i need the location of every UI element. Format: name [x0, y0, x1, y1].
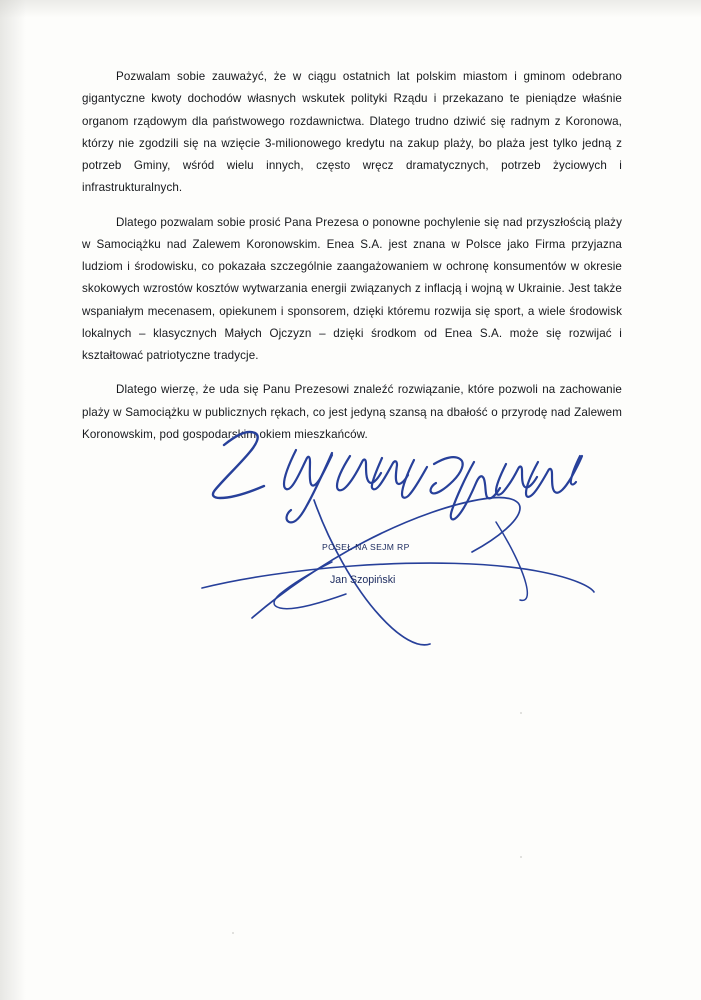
paper-speck [520, 856, 522, 858]
paragraph-2: Dlatego pozwalam sobie prosić Pana Prezesa o ponowne pochylenie się nad przyszłością plaży w Samociążku nad Zalewem Koronowskim. Enea S.A. jest znana w Polsce jako Firma przyjazna ludziom i środowisku, co pokazała szczególnie zaangażowaniem w ochronę konsumentów w okresie skokowych wzrostów kosztów wytwarzania energii związanych z inflacją i wojną w Ukrainie. Jest także wspaniałym mecenasem, opiekunem i sponsorem, dzięki któremu rozwija się sport, a wiele środowisk lokalnych – klasycznych Małych Ojczyzn – dzięki środkom od Enea S.A. może się rozwijać i kształtować patriotyczne tradycje. [82, 215, 622, 362]
paper-speck [232, 932, 234, 934]
page-edge-shadow-top [0, 0, 701, 18]
page-edge-shadow-left [0, 0, 26, 1000]
letter-body [82, 66, 622, 446]
paragraph-1: Pozwalam sobie zauważyć, że w ciągu ostatnich lat polskim miastom i gminom odebrano gigantyczne kwoty dochodów własnych wskutek polityki Rządu i przekazano te pieniądze właśnie organom rządowym dla państwowego rozdawnictwa. Dlatego trudno dziwić się radnym z Koronowa, którzy nie zgodzili się na wzięcie 3-milionowego kredytu na zakup plaży, bo plaża jest tylko jedną z potrzeb Gminy, wśród wielu innych, często wręcz dramatycznych, potrzeb życiowych i infrastrukturalnych. [82, 70, 622, 195]
signature-title: POSEŁ NA SEJM RP [322, 542, 410, 552]
paper-speck [520, 712, 522, 714]
signature-block [82, 412, 622, 652]
handwritten-signature-icon [82, 412, 622, 652]
signature-name: Jan Szopiński [330, 574, 396, 586]
paragraph-3: Dlatego wierzę, że uda się Panu Prezesowi znaleźć rozwiązanie, które pozwoli na zachowanie plaży w Samociążku w publicznych rękach, co jest jedyną szansą na dbałość o przyrodę nad Zalewem Koronowskim, pod gospodarskim okiem mieszkańców. [82, 383, 622, 441]
